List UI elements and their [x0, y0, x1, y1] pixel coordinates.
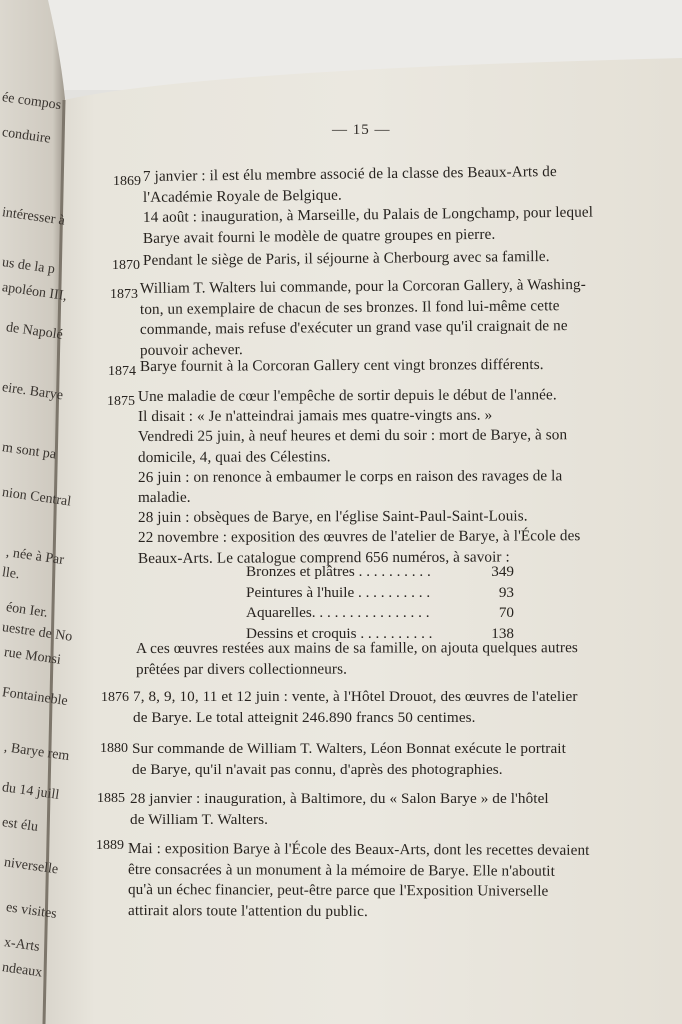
left-page-fragment: x-Arts [3, 935, 41, 955]
left-page-fragment: m sont pa [1, 440, 58, 463]
entry-text-line: l'Académie Royale de Belgique. [142, 186, 342, 206]
entry-text-line: être consacrées à un monument à la mémoire de Barye. Elle n'aboutit [127, 860, 555, 880]
entry-year: 1889 [96, 838, 124, 853]
entry-year: 1875 [107, 394, 135, 409]
entry-text-line: de William T. Walters. [130, 810, 269, 828]
entry-text-line: 7, 8, 9, 10, 11 et 12 juin : vente, à l'Hôtel Drouot, des œuvres de l'atelier [133, 688, 578, 705]
entry-year: 1885 [97, 791, 125, 806]
left-page-fragment: , Barye rem [3, 740, 71, 765]
catalogue-label: Aquarelles. . . . . . . . . . . . . . . . [246, 604, 430, 621]
entry-year: 1869 [113, 174, 141, 189]
left-page-fragment: intéresser à [1, 205, 66, 229]
left-page-fragment: es visites [5, 900, 58, 923]
left-page-fragment: de Napolé [5, 320, 64, 343]
entry-text-line: Vendredi 25 juin, à neuf heures et demi du soir : mort de Barye, à son [137, 426, 568, 446]
left-page-fragment: Fontaineble [1, 685, 69, 710]
left-page-fragment: est élu [1, 815, 39, 835]
left-page-fragment: niverselle [3, 855, 60, 878]
entry-text-line: Barye avait fourni le modèle de quatre groupes en pierre. [142, 225, 496, 247]
entry-text-line: 14 août : inauguration, à Marseille, du Palais de Longchamp, pour lequel [142, 203, 594, 226]
left-page-fragment: rue Monsi [3, 645, 62, 668]
left-page-fragment: du 14 juill [1, 780, 61, 803]
entry-text-line: 7 janvier : il est élu membre associé de la classe des Beaux-Arts de [142, 163, 557, 185]
entry-text-line: commande, mais refuse d'exécuter un grand vase qu'il craignait de ne [139, 317, 568, 338]
entry-year: 1873 [110, 287, 138, 302]
entry-text-line: William T. Walters lui commande, pour la Corcoran Gallery, à Washing- [139, 275, 586, 297]
entry-text-line: prêtées par divers collectionneurs. [135, 660, 347, 678]
left-page-fragment: ndeaux [1, 960, 44, 981]
entry-text-line: 26 juin : on renonce à embaumer le corps en raison des ravages de la [137, 467, 563, 486]
entry-text-line: domicile, 4, quai des Célestins. [137, 447, 331, 466]
entry-text-line: de Barye. Le total atteignit 246.890 francs 50 centimes. [133, 708, 476, 726]
left-page-fragment: conduire [1, 125, 52, 147]
left-page-fragment: us de la p [1, 255, 56, 278]
catalogue-label: Peintures à l'huile . . . . . . . . . . [246, 583, 431, 601]
entry-text-line: pouvoir achever. [139, 340, 243, 359]
entry-year: 1870 [112, 258, 140, 273]
entry-text-line: de Barye, qu'il n'avait pas connu, d'après des photographies. [132, 760, 503, 778]
entry-text-line: Pendant le siège de Paris, il séjourne à Cherbourg avec sa famille. [142, 247, 550, 269]
catalogue-count: 70 [498, 604, 514, 621]
left-page-fragment: uestre de No [1, 620, 74, 645]
entry-text-line: ton, un exemplaire de chacun de ses bronzes. Il fond lui-même cette [139, 296, 560, 318]
entry-text-line: maladie. [137, 488, 191, 506]
left-page-fragment: nion Central [1, 485, 73, 510]
entry-text-line: 22 novembre : exposition des œuvres de l'atelier de Barye, à l'École des [137, 527, 581, 547]
left-page-fragment: apoléon III, [1, 280, 68, 305]
catalogue-count: 349 [491, 563, 514, 580]
catalogue-count: 93 [498, 583, 514, 601]
entry-text-line: attirait alors toute l'attention du public. [127, 901, 368, 920]
entry-text-line: A ces œuvres restées aux mains de sa famille, on ajouta quelques autres [135, 639, 578, 657]
left-page-fragment: lle. [1, 565, 21, 583]
entry-text-line: Une maladie de cœur l'empêche de sortir depuis le début de l'année. [137, 386, 557, 405]
catalogue-label: Bronzes et plâtres . . . . . . . . . . [246, 563, 431, 580]
left-page-fragment: eire. Barye [1, 380, 64, 404]
catalogue-label: Dessins et croquis . . . . . . . . . . [246, 624, 433, 642]
entry-text-line: qu'à un échec financier, peut-être parce que l'Exposition Universelle [127, 881, 549, 900]
entry-text-line: 28 juin : obsèques de Barye, en l'église Saint-Paul-Saint-Louis. [137, 507, 528, 527]
left-page-fragment: éon Ier. [5, 600, 49, 621]
entry-text-line: Barye fournit à la Corcoran Gallery cent vingt bronzes différents. [139, 355, 544, 375]
entry-text-line: 28 janvier : inauguration, à Baltimore, du « Salon Barye » de l'hôtel [130, 790, 549, 807]
entry-text-line: Il disait : « Je n'atteindrai jamais mes quatre-vingts ans. » [137, 406, 493, 426]
entry-text-line: Mai : exposition Barye à l'École des Beaux-Arts, dont les recettes devaient [127, 840, 590, 859]
entry-year: 1876 [101, 690, 129, 705]
left-page-fragment: , née à Par [5, 545, 65, 569]
entry-text-line: Sur commande de William T. Walters, Léon Bonnat exécute le portrait [132, 740, 566, 757]
entry-year: 1874 [108, 364, 136, 379]
left-page-fragment: ée compos [1, 90, 63, 114]
entry-year: 1880 [100, 741, 128, 756]
entry-text-line: Beaux-Arts. Le catalogue comprend 656 numéros, à savoir : [137, 548, 510, 567]
page-number: — 15 — [332, 122, 391, 138]
catalogue-count: 138 [491, 624, 514, 642]
